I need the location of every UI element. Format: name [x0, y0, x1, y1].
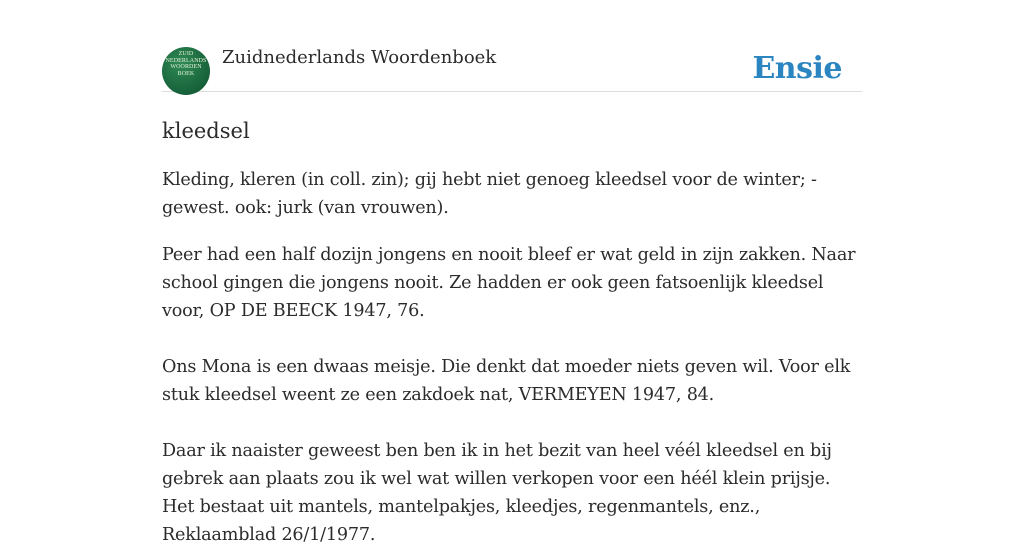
- entry-word: kleedsel: [162, 119, 250, 143]
- entry-definition: Kleding, kleren (in coll. zin); gij hebt niet genoeg kleedsel voor de winter; - gewest. ook: jurk (van vrouwen).: [162, 170, 817, 218]
- entry-example: Peer had een half dozijn jongens en nooit bleef er wat geld in zijn zakken. Naar school gingen die jongens nooit. Ze hadden er ook geen fatsoenlijk kleedsel voor, OP DE BEECK 1947, 76.: [162, 245, 856, 321]
- dictionary-logo[interactable]: [162, 47, 210, 95]
- entry-example: Daar ik naaister geweest ben ben ik in het bezit van heel véél kleedsel en bij gebrek aan plaats zou ik wel wat willen verkopen voor een héél klein prijsje. Het bestaat uit mantels, mantelpakjes, kleedjes, regenmantels, enz., Reklaamblad 26/1/1977.: [162, 441, 832, 545]
- ensie-brand-logo[interactable]: Ensie: [752, 51, 842, 86]
- page-container: [162, 0, 862, 549]
- site-name-link[interactable]: Zuidnederlands Woordenboek: [222, 47, 497, 68]
- logo-lettering: ZUID NEDERLANDS WOORDEN BOEK: [165, 51, 207, 77]
- site-header: [162, 0, 862, 92]
- entry-example: Ons Mona is een dwaas meisje. Die denkt dat moeder niets geven wil. Voor elk stuk kleedsel weent ze een zakdoek nat, VERMEYEN 1947, 84.: [162, 357, 851, 405]
